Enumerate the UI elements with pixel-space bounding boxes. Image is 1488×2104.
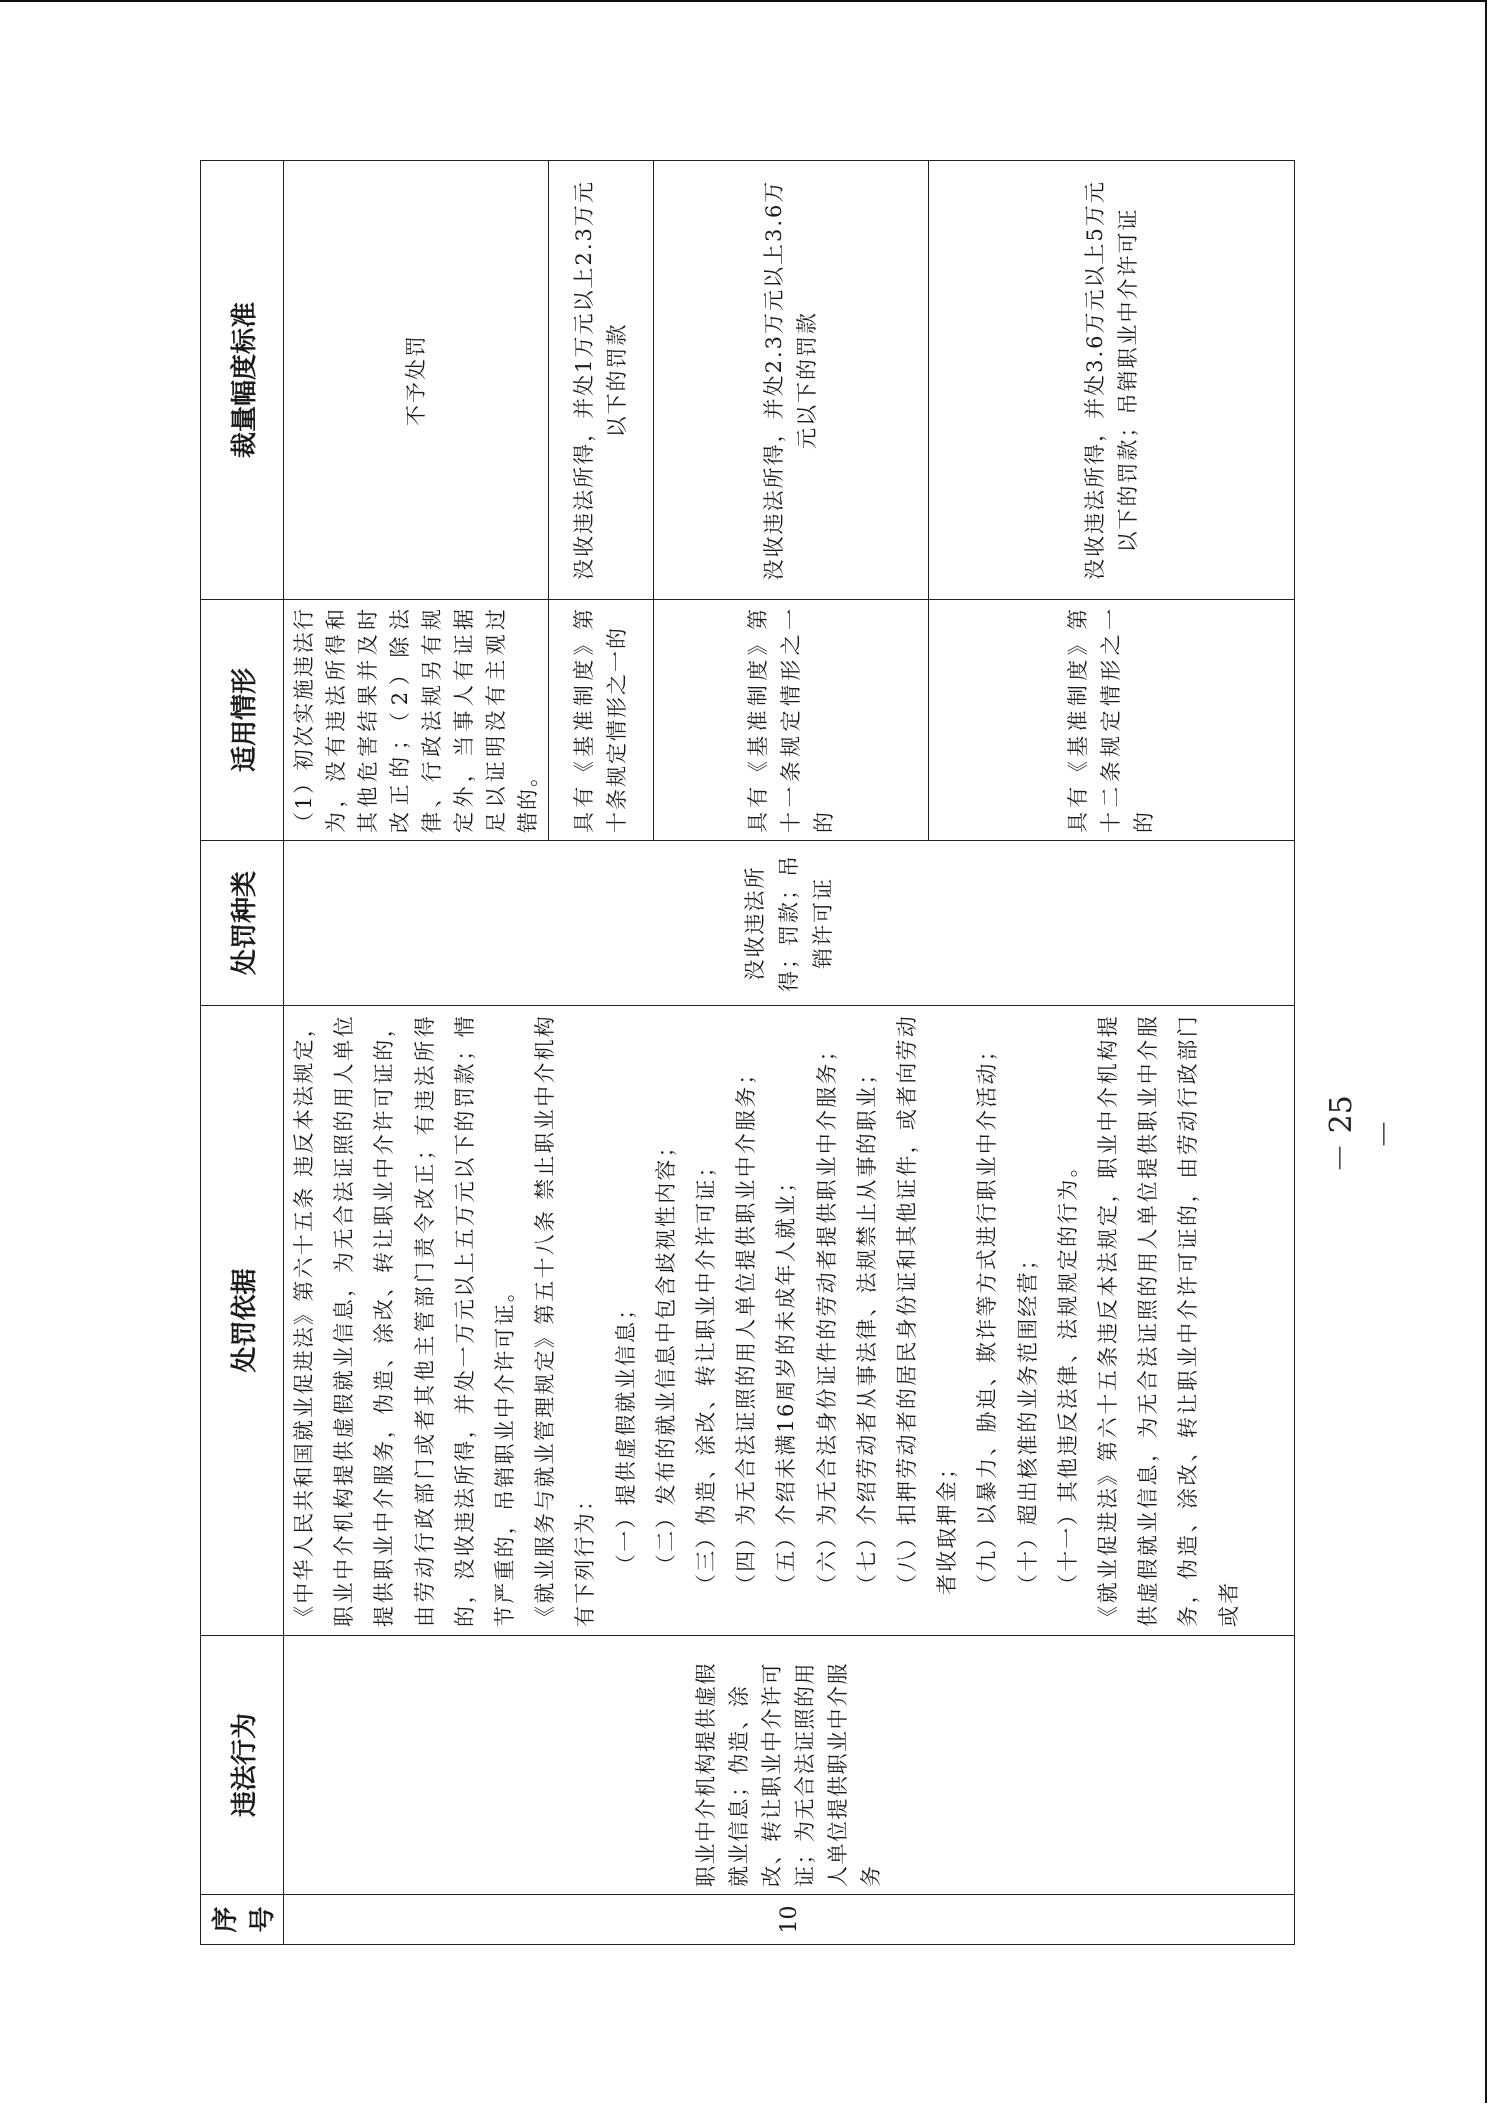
table-header-row: [201, 161, 284, 1945]
basis-paragraph: （八）扣押劳动者的居民身份证和其他证件，或者向劳动者收取押金；: [895, 1014, 960, 1595]
basis-paragraph: （一）提供虚假就业信息；: [613, 1296, 638, 1575]
basis-paragraph: 《就业服务与就业管理规定》第五十八条 禁止职业中介机构有下列行为：: [533, 1014, 598, 1627]
table-row: [284, 161, 549, 1945]
standard-cell: 没收违法所得，并处1万元以上2.3万元以下的罚款: [549, 161, 654, 600]
basis-paragraph: （七）介绍劳动者从事法律、法规禁止从事的职业；: [854, 1061, 879, 1595]
condition-cell: （1）初次实施违法行为，没有违法所得和其他危害结果并及时改正的；（2）除法律、行政法规另有规定外，当事人有证据足以证明没有主观过错的。: [284, 600, 549, 841]
row-penalty-kind: 没收违法所得；罚款；吊销许可证: [284, 841, 1295, 1006]
basis-paragraph: （二）发布的就业信息中包含歧视性内容；: [653, 1134, 678, 1575]
page-number: － 25 －: [1324, 1095, 1403, 1173]
header-basis: 处罚依据: [201, 1006, 284, 1636]
condition-cell: 具有《基准制度》第十一条规定情形之一的: [654, 600, 929, 841]
standard-cell: 不予处罚: [284, 161, 549, 600]
header-seq: 序号: [201, 1895, 284, 1945]
header-applicable: 适用情形: [201, 600, 284, 841]
basis-paragraph: （十一）其他违反法律、法规规定的行为。: [1055, 1154, 1080, 1595]
row-seq: 10: [284, 1895, 1295, 1945]
row-violation: 职业中介机构提供虚假就业信息；伪造、涂改、转让职业中介许可证；为无合法证照的用人单位提供职业中介服务: [284, 1636, 1295, 1895]
standard-cell: 没收违法所得，并处3.6万元以上5万元以下的罚款；吊销职业中介许可证: [929, 161, 1295, 600]
basis-paragraph: （四）为无合法证照的用人单位提供职业中介服务；: [734, 1061, 759, 1595]
standard-cell: 没收违法所得，并处2.3万元以上3.6万元以下的罚款: [654, 161, 929, 600]
header-violation: 违法行为: [201, 1636, 284, 1895]
basis-paragraph: （五）介绍未满16周岁的未成年人就业；: [774, 1169, 799, 1595]
condition-cell: 具有《基准制度》第十条规定情形之一的: [549, 600, 654, 841]
basis-paragraph: （九）以暴力、胁迫、欺诈等方式进行职业中介活动；: [975, 1038, 1000, 1595]
basis-paragraph: （三）伪造、涂改、转让职业中介许可证；: [694, 1154, 719, 1595]
header-standard: 裁量幅度标准: [201, 161, 284, 600]
basis-paragraph: （六）为无合法身份证件的劳动者提供职业中介服务；: [814, 1038, 839, 1595]
condition-cell: 具有《基准制度》第十二条规定情形之一的: [929, 600, 1295, 841]
penalty-standard-table: [200, 160, 1295, 1945]
header-penalty-kind: 处罚种类: [201, 841, 284, 1006]
basis-paragraph: 《中华人民共和国就业促进法》第六十五条 违反本法规定，职业中介机构提供虚假就业信息，为无合法证照的用人单位提供职业中介服务，伪造、涂改、转让职业中介许可证的，由劳动行政部门或者其他主管部门责令改正；有违法所得的，没收违法所得，并处一万元以上五万元以下的罚款；情节严重的，吊销职业中介许可证。: [292, 1014, 518, 1627]
basis-paragraph: （十）超出核准的业务范围经营；: [1015, 1247, 1040, 1595]
basis-paragraph: 《就业促进法》第六十五条违反本法规定，职业中介机构提供虚假就业信息，为无合法证照的用人单位提供职业中介服务，伪造、涂改、转让职业中介许可证的，由劳动行政部门或者: [1096, 1014, 1241, 1627]
rotated-table-stage: [200, 160, 1295, 1945]
row-basis: [284, 1006, 1295, 1636]
